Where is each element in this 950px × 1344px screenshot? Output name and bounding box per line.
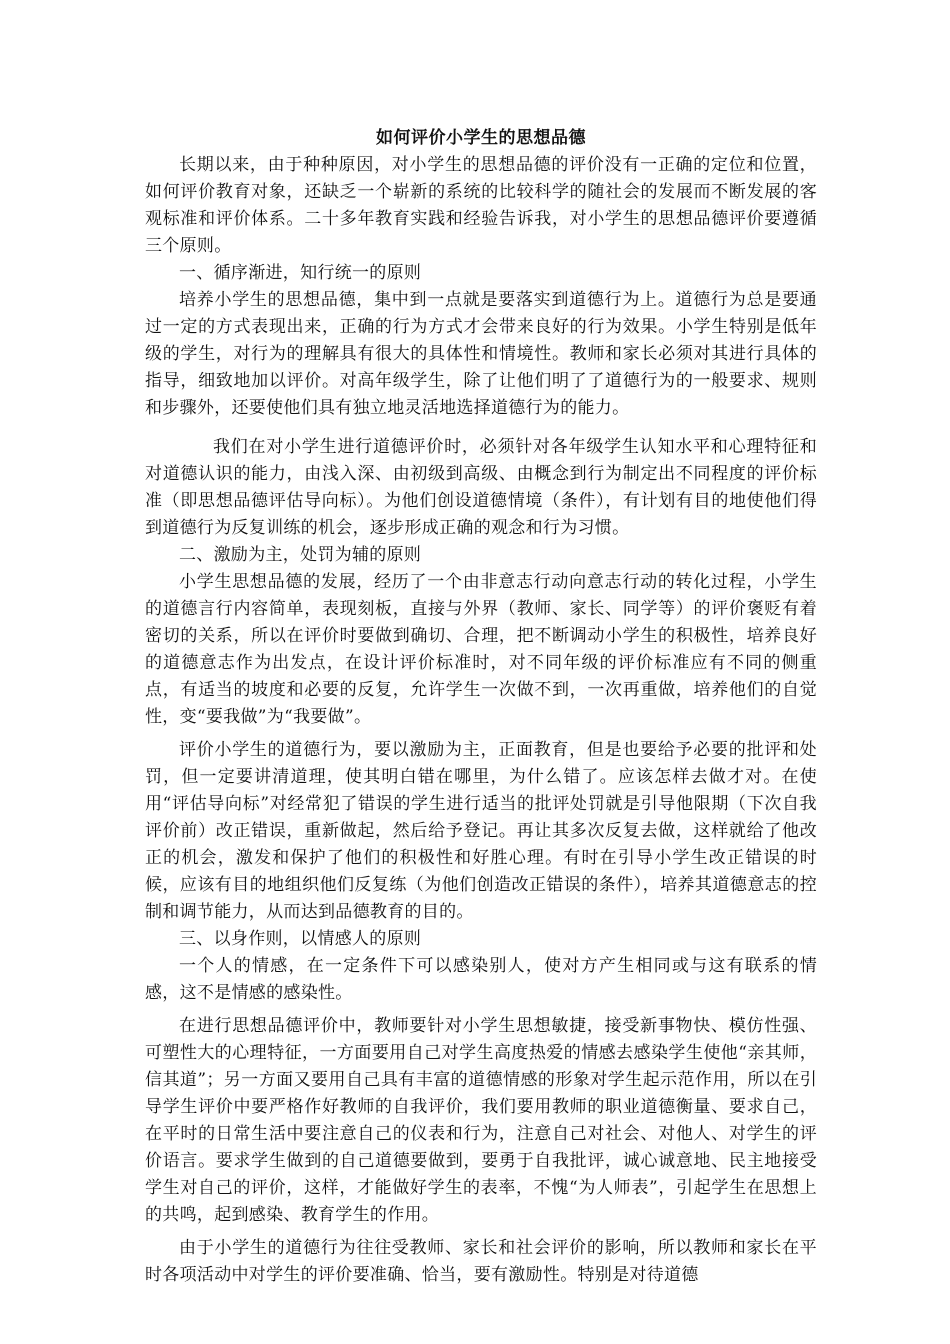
paragraph-1: 培养小学生的思想品德，集中到一点就是要落实到道德行为上。道德行为总是要通过一定的方式表现出来，正确的行为方式才会带来良好的行为效果。小学生特别是低年级的学生，对行为的理解具有很大的具体性和情境性。教师和家长必须对其进行具体的指导，细致地加以评价。对高年级学生，除了让他们明了了道德行为的一般要求、规则和步骤外，还要使他们具有独立地灵活地选择道德行为的能力。: [145, 290, 817, 418]
document-title: 如何评价小学生的思想品德: [376, 128, 586, 148]
section-heading-3: 三、以身作则，以情感人的原则: [179, 929, 422, 949]
paragraph-6: 在进行思想品德评价中，教师要针对小学生思想敏捷，接受新事物快、模仿性强、可塑性大的心理特征，一方面要用自己对学生高度热爱的情感去感染学生使他“亲其师，信其道”；另一方面又要用自己具有丰富的道德情感的形象对学生起示范作用，所以在引导学生评价中要严格作好教师的自我评价，我们要用教师的职业道德衡量、要求自己，在平时的日常生活中要注意自己的仪表和行为，注意自己对社会、对他人、对学生的评价语言。要求学生做到的自己道德要做到，要勇于自我批评，诚心诚意地、民主地接受学生对自己的评价，这样，才能做好学生的表率，不愧“为人师表”，引起学生在思想上的共鸣，起到感染、教育学生的作用。: [145, 1016, 817, 1225]
paragraph-5: 一个人的情感，在一定条件下可以感染别人，使对方产生相同或与这有联系的情感，这不是情感的感染性。: [145, 956, 817, 1003]
section-heading-1: 一、循序渐进，知行统一的原则: [179, 263, 422, 283]
document-page: [145, 124, 817, 1289]
section-heading-2: 二、激励为主，处罚为辅的原则: [179, 545, 422, 565]
paragraph-3: 小学生思想品德的发展，经历了一个由非意志行动向意志行动的转化过程，小学生的道德言行内容简单，表现刻板，直接与外界（教师、家长、同学等）的评价褒贬有着密切的关系，所以在评价时要做到确切、合理，把不断调动小学生的积极性，培养良好的道德意志作为出发点，在设计评价标准时，对不同年级的评价标准应有不同的侧重点，有适当的坡度和必要的反复，允许学生一次做不到，一次再重做，培养他们的自觉性，变“要我做”为“我要做”。: [145, 572, 817, 727]
paragraph-4: 评价小学生的道德行为，要以激励为主，正面教育，但是也要给予必要的批评和处罚，但一定要讲清道理，使其明白错在哪里，为什么错了。应该怎样去做才对。在使用“评估导向标”对经常犯了错误的学生进行适当的批评处罚就是引导他限期（下次自我评价前）改正错误，重新做起，然后给予登记。再让其多次反复去做，这样就给了他改正的机会，激发和保护了他们的积极性和好胜心理。有时在引导小学生改正错误的时候，应该有目的地组织他们反复练（为他们创造改正错误的条件），培养其道德意志的控制和调节能力，从而达到品德教育的目的。: [145, 740, 817, 922]
intro-paragraph: 长期以来，由于种种原因，对小学生的思想品德的评价没有一正确的定位和位置，如何评价教育对象，还缺乏一个崭新的系统的比较科学的随社会的发展而不断发展的客观标准和评价体系。二十多年教育实践和经验告诉我，对小学生的思想品德评价要遵循三个原则。: [145, 155, 817, 256]
paragraph-2: 我们在对小学生进行道德评价时，必须针对各年级学生认知水平和心理特征和对道德认识的能力，由浅入深、由初级到高级、由概念到行为制定出不同程度的评价标准（即思想品德评估导向标）。为他们创设道德情境（条件），有计划有目的地使他们得到道德行为反复训练的机会，逐步形成正确的观念和行为习惯。: [145, 437, 817, 538]
paragraph-7: 由于小学生的道德行为往往受教师、家长和社会评价的影响，所以教师和家长在平时各项活动中对学生的评价要准确、恰当，要有激励性。特别是对待道德: [145, 1238, 817, 1285]
